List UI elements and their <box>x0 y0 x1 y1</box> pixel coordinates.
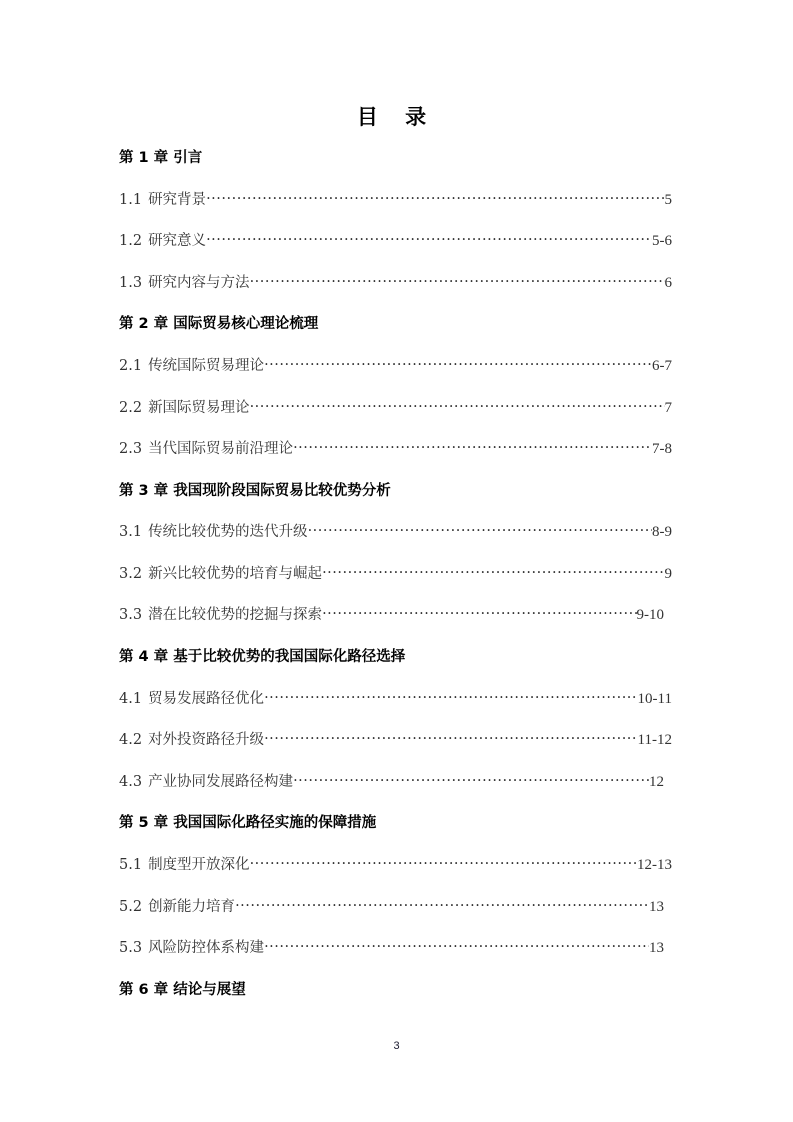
section-number: 3.3 <box>119 607 143 623</box>
page-reference: 6 <box>664 275 672 291</box>
section-title: 新国际贸易理论 <box>148 400 250 416</box>
section-title: 制度型开放深化 <box>148 857 250 873</box>
dot-leader <box>308 520 652 542</box>
page-reference: 7-8 <box>652 441 672 457</box>
page-reference: 11-12 <box>637 732 672 748</box>
dot-leader <box>293 770 649 792</box>
page-number: 3 <box>393 1040 400 1052</box>
toc-chapter-1[interactable]: 第 1 章 引言 <box>119 150 203 166</box>
toc-chapter-6[interactable]: 第 6 章 结论与展望 <box>119 982 246 998</box>
dot-leader <box>322 603 636 625</box>
dot-leader <box>206 229 652 251</box>
page-reference: 6-7 <box>652 358 672 374</box>
section-number: 5.1 <box>119 857 143 873</box>
section-number: 2.1 <box>119 358 143 374</box>
page-reference: 9-10 <box>636 607 664 623</box>
page-reference: 5-6 <box>652 233 672 249</box>
section-number: 1.3 <box>119 275 143 291</box>
dot-leader <box>250 853 637 875</box>
section-title: 对外投资路径升级 <box>148 732 265 748</box>
toc-entry-1-3[interactable] <box>119 272 672 294</box>
section-number: 4.1 <box>119 691 143 707</box>
toc-entry-5-2[interactable] <box>119 896 664 918</box>
page-reference: 13 <box>649 940 664 956</box>
page-reference: 10-11 <box>637 691 672 707</box>
section-number: 1.2 <box>119 233 143 249</box>
dot-leader <box>264 687 637 709</box>
dot-leader <box>250 396 665 418</box>
dot-leader <box>264 354 652 376</box>
toc-chapter-4[interactable]: 第 4 章 基于比较优势的我国国际化路径选择 <box>119 649 406 665</box>
section-title: 创新能力培育 <box>148 899 236 915</box>
section-title: 风险防控体系构建 <box>148 940 265 956</box>
section-title: 产业协同发展路径构建 <box>148 774 294 790</box>
dot-leader <box>264 936 649 958</box>
toc-entry-1-2[interactable] <box>119 230 672 252</box>
toc-entry-2-1[interactable] <box>119 355 672 377</box>
toc-entry-2-3[interactable] <box>119 438 672 460</box>
section-number: 3.2 <box>119 566 143 582</box>
toc-entry-4-2[interactable] <box>119 729 672 751</box>
section-number: 1.1 <box>119 192 143 208</box>
page-reference: 8-9 <box>652 524 672 540</box>
toc-entry-3-2[interactable] <box>119 563 672 585</box>
section-number: 2.2 <box>119 400 143 416</box>
toc-entry-4-3[interactable] <box>119 771 664 793</box>
section-number: 2.3 <box>119 441 143 457</box>
dot-leader <box>293 437 652 459</box>
section-title: 传统国际贸易理论 <box>148 358 265 374</box>
page-reference: 13 <box>649 899 664 915</box>
section-title: 研究意义 <box>148 233 207 249</box>
section-number: 5.3 <box>119 940 143 956</box>
page-reference: 12-13 <box>637 857 672 873</box>
page-reference: 12 <box>649 774 664 790</box>
section-number: 4.2 <box>119 732 143 748</box>
toc-entry-4-1[interactable] <box>119 688 672 710</box>
dot-leader <box>250 271 665 293</box>
toc-chapter-5[interactable]: 第 5 章 我国国际化路径实施的保障措施 <box>119 815 377 831</box>
section-title: 潜在比较优势的挖掘与探索 <box>148 607 323 623</box>
toc-entry-3-1[interactable] <box>119 521 672 543</box>
page-reference: 5 <box>664 192 672 208</box>
toc-entry-5-1[interactable] <box>119 854 672 876</box>
toc-title: 目 录 <box>356 105 437 129</box>
toc-entry-1-1[interactable] <box>119 189 672 211</box>
section-title: 新兴比较优势的培育与崛起 <box>148 566 323 582</box>
toc-chapter-3[interactable]: 第 3 章 我国现阶段国际贸易比较优势分析 <box>119 483 391 499</box>
section-number: 3.1 <box>119 524 143 540</box>
toc-entry-3-3[interactable] <box>119 604 664 626</box>
section-number: 4.3 <box>119 774 143 790</box>
section-title: 当代国际贸易前沿理论 <box>148 441 294 457</box>
section-title: 研究内容与方法 <box>148 275 250 291</box>
section-title: 研究背景 <box>148 192 207 208</box>
dot-leader <box>206 188 664 210</box>
dot-leader <box>264 728 637 750</box>
page-reference: 9 <box>664 566 672 582</box>
section-number: 5.2 <box>119 899 143 915</box>
page-reference: 7 <box>664 400 672 416</box>
toc-entry-2-2[interactable] <box>119 397 672 419</box>
dot-leader <box>322 562 664 584</box>
section-title: 传统比较优势的迭代升级 <box>148 524 308 540</box>
section-title: 贸易发展路径优化 <box>148 691 265 707</box>
toc-entry-5-3[interactable] <box>119 937 664 959</box>
toc-chapter-2[interactable]: 第 2 章 国际贸易核心理论梳理 <box>119 316 319 332</box>
dot-leader <box>235 895 649 917</box>
